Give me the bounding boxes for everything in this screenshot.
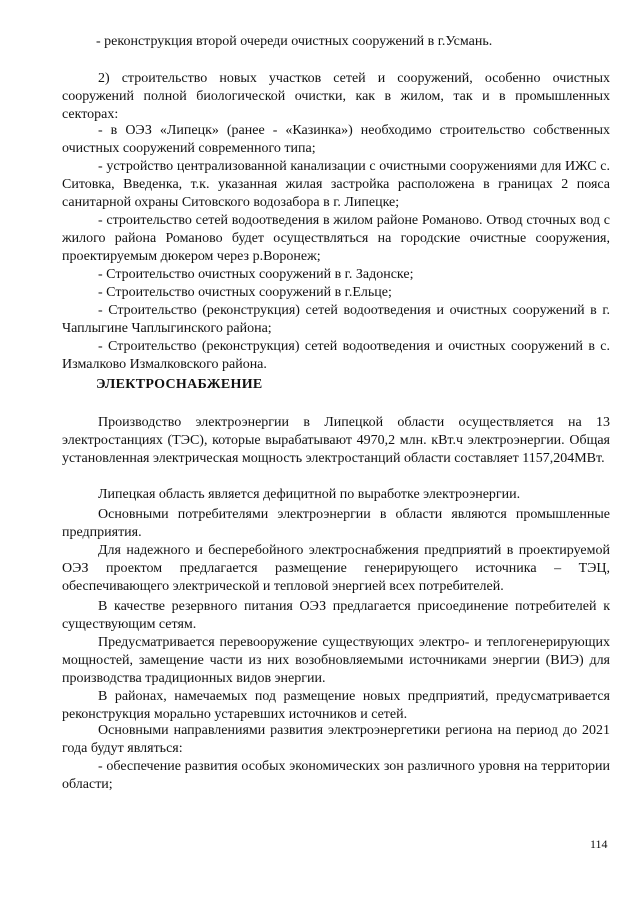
list-item-sez: - обеспечение развития особых экономических зон различного уровня на территории области; (62, 759, 610, 792)
section2-intro: 2) строительство новых участков сетей и сооружений, особенно очистных сооружений полной биологической очистки, как в жилом, так и в промышленных секторах: (62, 71, 610, 122)
section-heading: ЭЛЕКТРОСНАБЖЕНИЕ (96, 377, 263, 392)
list-item-romanovo: - строительство сетей водоотведения в жилом районе Романово. Отвод сточных вод с жилого района Романово будет осуществляться на городские очистные сооружения, проектируемым дюкером через р.Воронеж; (62, 213, 610, 264)
list-item-chaplygin: - Строительство (реконструкция) сетей водоотведения и очистных сооружений в г. Чаплыгине Чаплыгинского района; (62, 303, 610, 336)
paragraph-consumers: Основными потребителями электроэнергии в области являются промышленные предприятия. (62, 507, 610, 540)
list-item-izmalkovo: - Строительство (реконструкция) сетей водоотведения и очистных сооружений в с. Измалково Измалковского района. (62, 339, 610, 372)
list-item-zadonsk: - Строительство очистных сооружений в г. Задонске; (98, 267, 414, 282)
paragraph-reliability: Для надежного и бесперебойного электроснабжения предприятий в проектируемой ОЭЗ проектом предлагается размещение генерирующего источника – ТЭЦ, обеспечивающего электрической и тепловой энергией всех потребителей. (62, 543, 610, 594)
list-item-elets: - Строительство очистных сооружений в г.Ельце; (98, 285, 392, 300)
paragraph-deficit: Липецкая область является дефицитной по выработке электроэнергии. (98, 487, 521, 502)
paragraph-reequipment: Предусматривается перевооружение существующих электро- и теплогенерирующих мощностей, замещение части из них возобновляемыми источниками энергии (ВИЭ) для производства традиционных видов энергии. (62, 635, 610, 686)
list-item-oez: - в ОЭЗ «Липецк» (ранее - «Казинка») необходимо строительство собственных очистных сооружений современного типа; (62, 123, 610, 156)
page-number: 114 (590, 837, 608, 851)
paragraph-production: Производство электроэнергии в Липецкой области осуществляется на 13 электростанциях (ТЭС), которые вырабатывают 4970,2 млн. кВт.ч электроэнергии. Общая установленная электрическая мощность электростанций области составляет 1157,204МВт. (62, 415, 610, 466)
paragraph-directions: Основными направлениями развития электроэнергетики региона на период до 2021 года будут являться: (62, 723, 610, 756)
paragraph-reserve: В качестве резервного питания ОЭЗ предлагается присоединение потребителей к существующим сетям. (62, 599, 610, 632)
list-item-sitovka: - устройство централизованной канализации с очистными сооружениями для ИЖС с. Ситовка, Введенка, т.к. указанная жилая застройка расположена в границах 2 пояса санитарной охраны Ситовского водозабора в г. Липецке; (62, 159, 610, 210)
list-item-usman: - реконструкция второй очереди очистных сооружений в г.Усмань. (96, 34, 493, 49)
paragraph-reconstruction: В районах, намечаемых под размещение новых предприятий, предусматривается реконструкция морально устаревших источников и сетей. (62, 689, 610, 722)
